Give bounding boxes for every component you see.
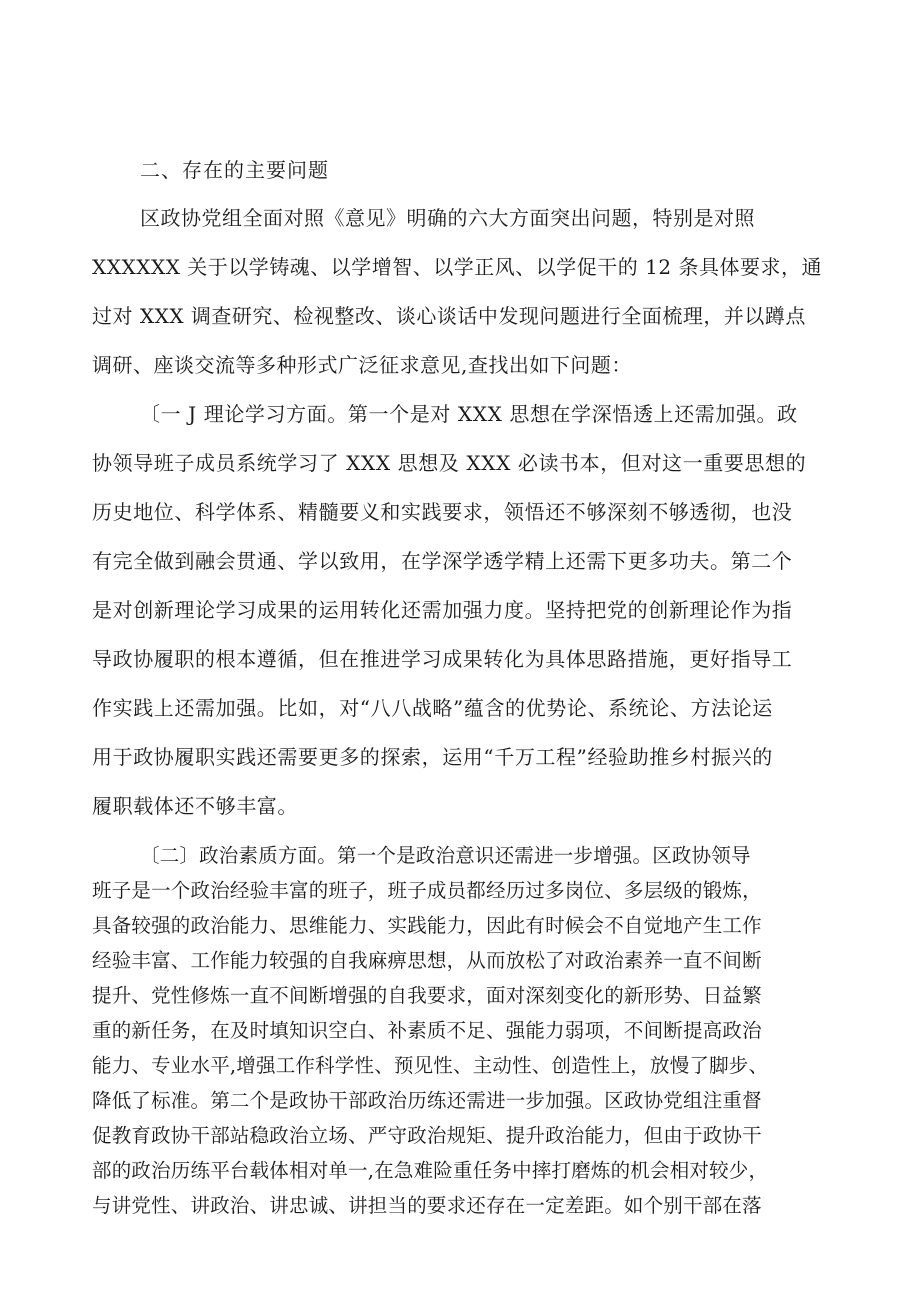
text-line: 用于政协履职实践还需要更多的探索，运用“千万工程”经验助推乡村振兴的 xyxy=(92,745,773,769)
text-line: 调研、座谈交流等多种形式广泛征求意见,查找出如下问题： xyxy=(92,353,632,377)
text-line: 与讲党性、讲政治、讲忠诚、讲担当的要求还存在一定差距。如个别干部在落 xyxy=(92,1194,762,1217)
text-line: 具备较强的政治能力、思维能力、实践能力，因此有时候会不自觉地产生工作 xyxy=(92,914,762,937)
text-line: 班子是一个政治经验丰富的班子，班子成员都经历过多岗位、多层级的锻炼， xyxy=(92,879,762,902)
text-line: 协领导班子成员系统学习了 XXX 思想及 XXX 必读书本，但对这一重要思想的 xyxy=(92,451,807,475)
text-line: 履职载体还不够丰富。 xyxy=(92,794,298,818)
text-line: 〔二〕政治素质方面。第一个是政治意识还需进一步增强。区政协领导 xyxy=(140,844,751,867)
text-line: 能力、专业水平,增强工作科学性、预见性、主动性、创造性上，放慢了脚步、 xyxy=(92,1054,769,1077)
text-line: 促教育政协干部站稳政治立场、严守政治规矩、提升政治能力，但由于政协干 xyxy=(92,1124,762,1147)
text-line: 历史地位、科学体系、精髓要义和实践要求，领悟还不够深刻不够透彻，也没 xyxy=(92,500,793,524)
text-line: 区政协党组全面对照《意见》明确的六大方面突出问题，特别是对照 xyxy=(140,206,755,230)
section-heading: 二、存在的主要问题 xyxy=(140,158,329,182)
text-line: 是对创新理论学习成果的运用转化还需加强力度。坚持把党的创新理论作为指 xyxy=(92,598,793,622)
text-line: 〔一 J 理论学习方面。第一个是对 XXX 思想在学深悟透上还需加强。政 xyxy=(140,402,798,426)
text-line: 提升、党性修炼一直不间断增强的自我要求，面对深刻变化的新形势、日益繁 xyxy=(92,984,762,1007)
text-line: 重的新任务，在及时填知识空白、补素质不足、强能力弱项，不间断提高政治 xyxy=(92,1019,762,1042)
text-line: 经验丰富、工作能力较强的自我麻痹思想，从而放松了对政治素养一直不间断 xyxy=(92,949,762,972)
text-line: 过对 XXX 调查研究、检视整改、谈心谈话中发现问题进行全面梳理，并以蹲点 xyxy=(92,304,806,328)
text-line: 有完全做到融会贯通、学以致用，在学深学透学精上还需下更多功夫。第二个 xyxy=(92,549,793,573)
text-line: 部的政治历练平台载体相对单一,在急难险重任务中摔打磨炼的机会相对较少， xyxy=(92,1159,769,1182)
text-line: 降低了标准。第二个是政协干部政治历练还需进一步加强。区政协党组注重督 xyxy=(92,1089,762,1112)
text-line: 导政协履职的根本遵循，但在推进学习成果转化为具体思路措施，更好指导工 xyxy=(92,647,793,671)
text-line: XXXXXX 关于以学铸魂、以学增智、以学正风、以学促干的 12 条具体要求，通 xyxy=(92,255,822,279)
text-line: 作实践上还需加强。比如，对“八八战略”蕴含的优势论、系统论、方法论运 xyxy=(92,696,773,720)
